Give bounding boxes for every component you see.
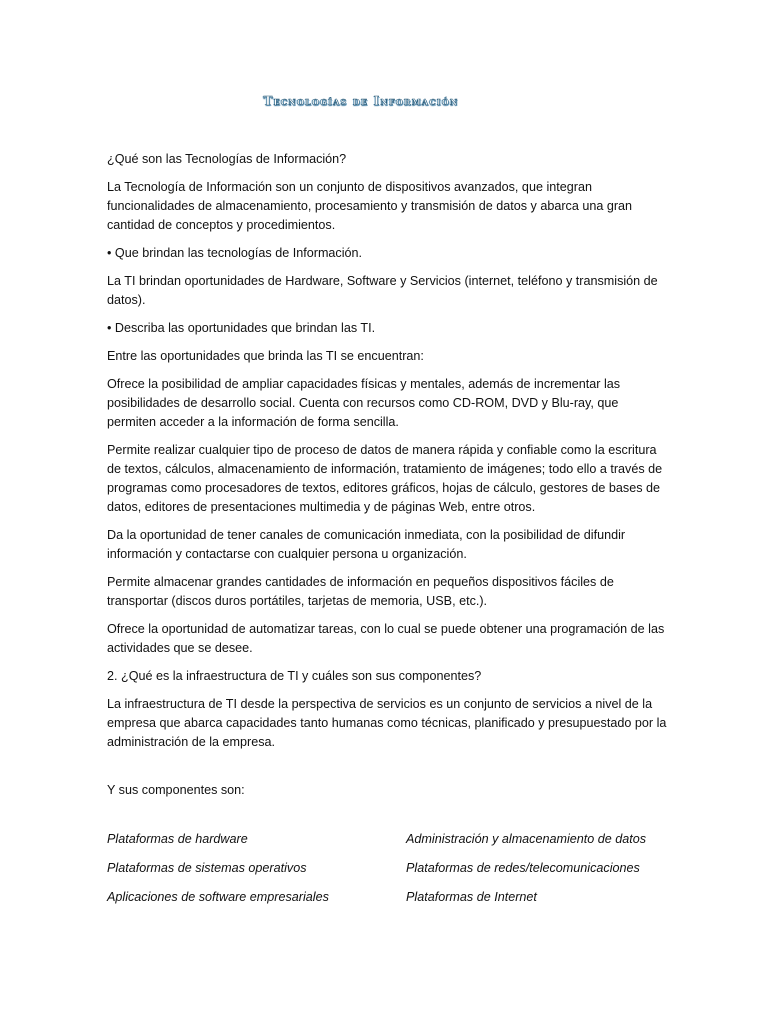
component-item: Plataformas de redes/telecomunicaciones — [406, 861, 640, 875]
paragraph: La TI brindan oportunidades de Hardware, Software y Servicios (internet, teléfono y transmisión de datos). — [107, 274, 658, 307]
paragraph: Entre las oportunidades que brinda las TI se encuentran: — [107, 349, 424, 363]
paragraph: La Tecnología de Información son un conjunto de dispositivos avanzados, que integran funcionalidades de almacenamiento, procesamiento y transmisión de datos y abarca una gran cantidad de conceptos y procedimientos. — [107, 180, 633, 232]
components-intro: Y sus componentes son: — [107, 783, 245, 797]
paragraph: Da la oportunidad de tener canales de comunicación inmediata, con la posibilidad de difundir información y contactarse con cualquier persona u organización. — [107, 528, 626, 561]
question-heading: ¿Qué son las Tecnologías de Información? — [107, 152, 347, 166]
paragraph: La infraestructura de TI desde la perspectiva de servicios es un conjunto de servicios a nivel de la empresa que abarca capacidades tanto humanas como técnicas, planificado y presupuestado por la administración de la empresa. — [107, 697, 667, 749]
component-item: Plataformas de Internet — [406, 890, 537, 904]
components-list — [107, 832, 687, 919]
components-row — [107, 861, 687, 890]
component-item: Aplicaciones de software empresariales — [107, 890, 329, 904]
document-body — [107, 150, 667, 809]
components-row — [107, 890, 687, 919]
paragraph: Permite realizar cualquier tipo de proceso de datos de manera rápida y confiable como la escritura de textos, cálculos, almacenamiento de información, tratamiento de imágenes; todo ello a través de programas como procesadores de textos, editores gráficos, hojas de cálculo, gestores de bases de datos, editores de presentaciones multimedia y de páginas Web, entre otros. — [107, 443, 663, 514]
bullet-question: • Describa las oportunidades que brindan las TI. — [107, 321, 376, 335]
bullet-question: • Que brindan las tecnologías de Información. — [107, 246, 363, 260]
component-item: Administración y almacenamiento de datos — [406, 832, 647, 846]
paragraph: Permite almacenar grandes cantidades de información en pequeños dispositivos fáciles de transportar (discos duros portátiles, tarjetas de memoria, USB, etc.). — [107, 575, 614, 608]
paragraph: Ofrece la posibilidad de ampliar capacidades físicas y mentales, además de incrementar las posibilidades de desarrollo social. Cuenta con recursos como CD-ROM, DVD y Blu-ray, que permiten acceder a la información de forma sencilla. — [107, 377, 621, 429]
components-row — [107, 832, 687, 861]
component-item: Plataformas de sistemas operativos — [107, 861, 307, 875]
component-item: Plataformas de hardware — [107, 832, 248, 846]
question-heading: 2. ¿Qué es la infraestructura de TI y cuáles son sus componentes? — [107, 669, 482, 683]
paragraph: Ofrece la oportunidad de automatizar tareas, con lo cual se puede obtener una programación de las actividades que se desee. — [107, 622, 665, 655]
document-title: Tecnologías de Información — [263, 94, 459, 108]
